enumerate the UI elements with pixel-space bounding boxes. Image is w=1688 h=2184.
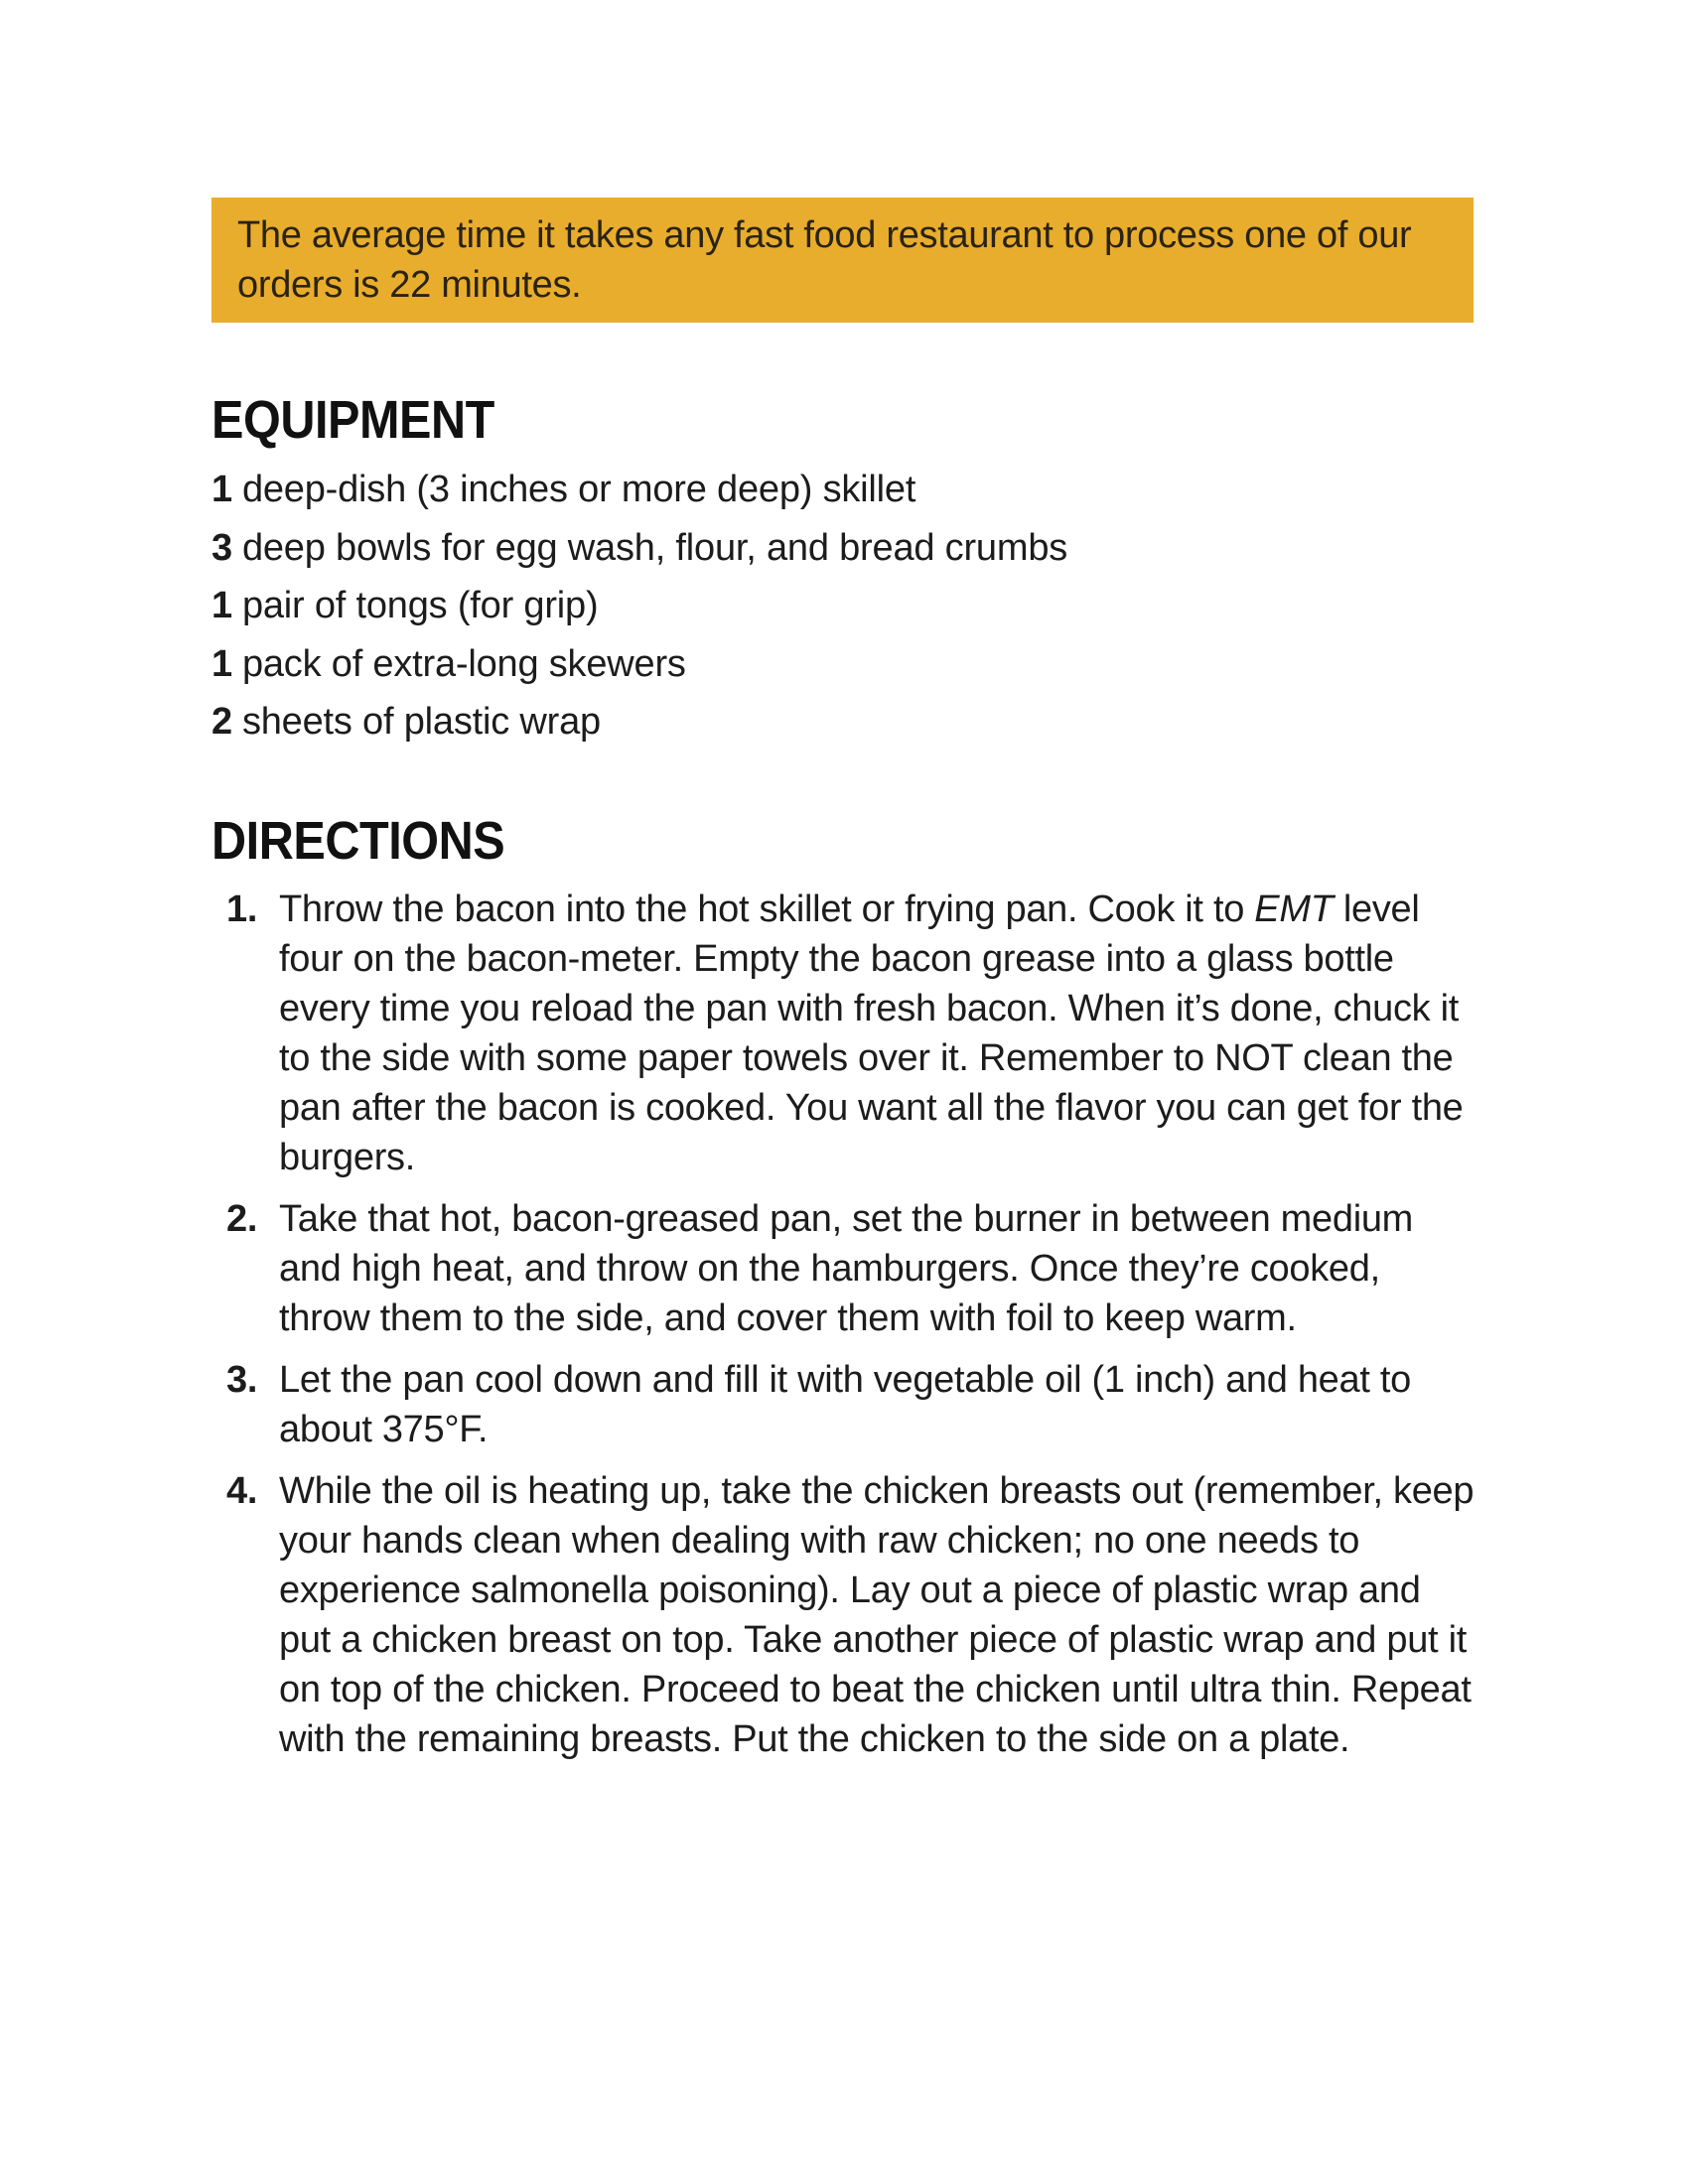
equipment-description: deep-dish (3 inches or more deep) skillet bbox=[241, 469, 916, 510]
equipment-quantity: 1 bbox=[211, 469, 232, 510]
equipment-description: pack of extra-long skewers bbox=[241, 642, 686, 685]
equipment-quantity: 1 bbox=[211, 585, 232, 626]
step-text: While the oil is heating up, take the chicken breasts out (remember, keep your hands clean when dealing with raw chicken; no one needs to experience salmonella poisoning). Lay out a piece of plastic wrap and put a chicken breast on top. Take another piece of plastic wrap and put it on top of the chicken. Proceed to beat the chicken until ultra thin. Repeat with the remaining breasts. Put the chicken to the side on a plate. bbox=[279, 1470, 1475, 1760]
step-text-part: Throw the bacon into the hot skillet or frying pan. Cook it to bbox=[279, 888, 1255, 930]
direction-step bbox=[226, 1355, 1477, 1454]
equipment-heading: EQUIPMENT bbox=[211, 390, 494, 450]
directions-list bbox=[226, 885, 1477, 1776]
direction-step bbox=[226, 1466, 1477, 1764]
step-number: 4. bbox=[226, 1470, 258, 1512]
fact-callout-box bbox=[211, 198, 1474, 323]
direction-step bbox=[226, 885, 1477, 1182]
step-text: Let the pan cool down and fill it with vegetable oil (1 inch) and heat to about 375°F. bbox=[279, 1359, 1411, 1450]
equipment-quantity: 2 bbox=[211, 701, 232, 743]
equipment-item bbox=[211, 519, 1403, 578]
equipment-description: pair of tongs (for grip) bbox=[241, 585, 599, 626]
step-text bbox=[279, 888, 1464, 1178]
equipment-description: sheets of plastic wrap bbox=[241, 701, 601, 743]
fact-callout-text: The average time it takes any fast food restaurant to process one of our orders is 22 minutes. bbox=[237, 214, 1412, 306]
equipment-item bbox=[211, 461, 1403, 519]
step-number: 1. bbox=[226, 888, 258, 930]
step-number: 2. bbox=[226, 1198, 258, 1240]
step-number: 3. bbox=[226, 1359, 258, 1401]
equipment-item bbox=[211, 693, 1403, 751]
equipment-quantity: 1 bbox=[211, 642, 232, 685]
equipment-list bbox=[211, 461, 1403, 751]
step-text: Take that hot, bacon-greased pan, set the burner in between medium and high heat, and throw on the hamburgers. Once they’re cooked, throw them to the side, and cover them with foil to keep warm. bbox=[279, 1198, 1414, 1339]
directions-heading: DIRECTIONS bbox=[211, 811, 505, 871]
equipment-quantity: 3 bbox=[211, 526, 232, 569]
direction-step bbox=[226, 1194, 1477, 1343]
equipment-item bbox=[211, 577, 1403, 635]
equipment-description: deep bowls for egg wash, flour, and bread crumbs bbox=[241, 526, 1068, 569]
step-text-part: level four on the bacon-meter. Empty the bacon grease into a glass bottle every time you reload the pan with fresh bacon. When it’s done, chuck it to the side with some paper towels over it. Remember to NOT clean the pan after the bacon is cooked. You want all the flavor you can get for the burgers. bbox=[279, 888, 1464, 1178]
step-text-emphasis: EMT bbox=[1254, 888, 1334, 930]
equipment-item bbox=[211, 635, 1403, 694]
